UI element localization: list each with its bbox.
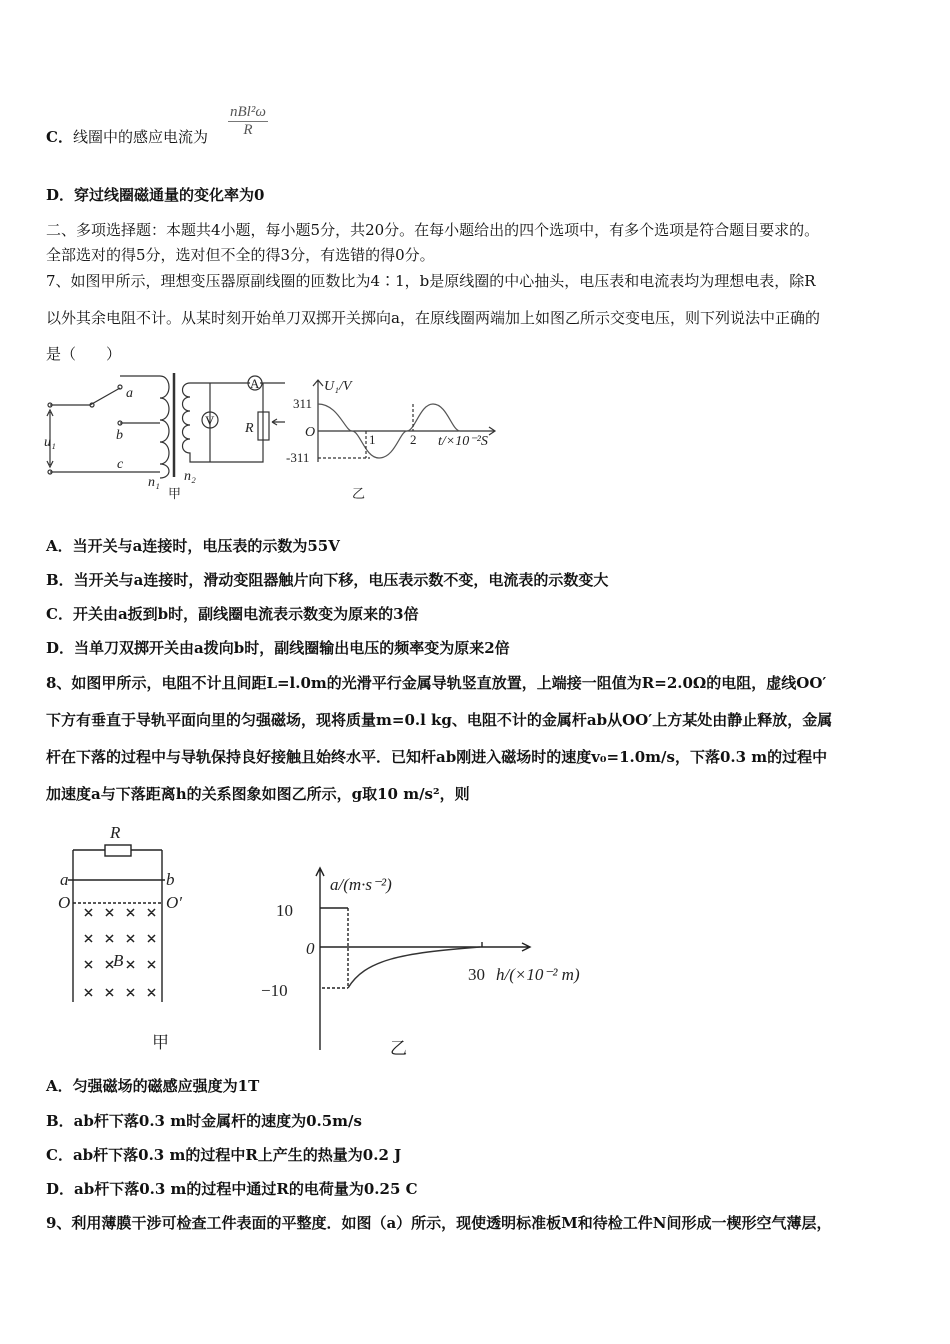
- q8-line1: 8、如图甲所示，电阻不计且间距L=l.0m的光滑平行金属导轨竖直放置，上端接一阻值为R=2.0Ω的电阻，虚线OO′: [46, 674, 827, 692]
- caption-jia: 甲: [168, 486, 182, 501]
- tick-neg10: −10: [261, 981, 288, 1000]
- caption-yi: 乙: [352, 486, 366, 501]
- voltmeter-label: V: [205, 413, 215, 428]
- label-r: R: [110, 823, 121, 842]
- label-a: a: [126, 386, 133, 401]
- q7-option-b: B．当开关与a连接时，滑动变阻器触片向下移，电压表示数不变，电流表的示数变大: [46, 571, 609, 589]
- q6-formula: nBl²ω R: [230, 104, 266, 138]
- label-u1: u₁: [44, 435, 56, 450]
- q6-option-d: D．穿过线圈磁通量的变化率为0: [46, 186, 265, 204]
- q8-line4: 加速度a与下落距离h的关系图象如图乙所示，g取10 m/s²，则: [46, 785, 470, 803]
- label-n1: n₁: [148, 475, 160, 490]
- q9-line1: 9、利用薄膜干涉可检查工件表面的平整度．如图（a）所示，现使透明标准板M和待检工件N间形成一楔形空气薄层，: [46, 1214, 832, 1232]
- y-max-label: 311: [293, 396, 313, 411]
- y-axis-label: U₁/V: [324, 379, 352, 394]
- q7-line1: 7、如图甲所示，理想变压器原副线圈的匝数比为4∶1，b是原线圈的中心抽头，电压表和电流表均为理想电表，除R: [46, 272, 816, 290]
- caption-jia: 甲: [152, 1033, 169, 1052]
- q7-option-a: A．当开关与a连接时，电压表的示数为55V: [46, 537, 340, 555]
- tick-2: 2: [410, 432, 417, 447]
- origin-label: 0: [306, 939, 315, 958]
- y-min-label: -311: [286, 450, 310, 465]
- x-axis-label: t/×10⁻²S: [438, 434, 488, 449]
- x-axis-label: h/(×10⁻² m): [496, 965, 580, 984]
- q8-option-b: B．ab杆下落0.3 m时金属杆的速度为0.5m/s: [46, 1112, 362, 1130]
- section2-line1: 二、多项选择题：本题共4小题，每小题5分，共20分。在每小题给出的四个选项中，有多个选项是符合题目要求的。: [46, 221, 820, 239]
- q8-option-d: D．ab杆下落0.3 m的过程中通过R的电荷量为0.25 C: [46, 1180, 418, 1198]
- label-a: a: [60, 870, 69, 889]
- q7-option-d: D．当单刀双掷开关由a拨向b时，副线圈输出电压的频率变为原来2倍: [46, 639, 510, 657]
- q7-line2: 以外其余电阻不计。从某时刻开始单刀双掷开关掷向a，在原线圈两端加上如图乙所示交变电压，则下列说法中正确的: [46, 309, 820, 327]
- label-b: b: [116, 428, 123, 443]
- q6-option-c: C．线圈中的感应电流为: [46, 128, 208, 146]
- q7-figure: [40, 370, 510, 510]
- label-c: c: [117, 457, 124, 472]
- tick-30: 30: [468, 965, 485, 984]
- q7-line3: 是（ ）: [46, 345, 122, 363]
- q8-option-a: A．匀强磁场的磁感应强度为1T: [46, 1077, 260, 1095]
- label-o-prime: O′: [166, 893, 182, 912]
- q7-option-c: C．开关由a扳到b时，副线圈电流表示数变为原来的3倍: [46, 605, 419, 623]
- q8-option-c: C．ab杆下落0.3 m的过程中R上产生的热量为0.2 J: [46, 1146, 402, 1164]
- label-o: O: [58, 893, 71, 912]
- caption-yi: 乙: [390, 1039, 407, 1058]
- tick-10: 10: [276, 901, 293, 920]
- tick-1: 1: [369, 432, 376, 447]
- q8-figure: [40, 810, 600, 1060]
- label-n2: n₂: [184, 469, 196, 484]
- label-r: R: [245, 421, 254, 436]
- label-b: b: [166, 870, 175, 889]
- section2-line2: 全部选对的得5分，选对但不全的得3分，有选错的得0分。: [46, 246, 435, 264]
- label-b-field: B: [113, 951, 124, 970]
- q8-line3: 杆在下落的过程中与导轨保持良好接触且始终水平．已知杆ab刚进入磁场时的速度v₀=1.0m/s，下落0.3 m的过程中: [46, 748, 828, 766]
- ammeter-label: A: [250, 376, 260, 391]
- q8-line2: 下方有垂直于导轨平面向里的匀强磁场，现将质量m=0.l kg、电阻不计的金属杆ab从OO′上方某处由静止释放，金属: [46, 711, 833, 729]
- y-axis-label: a/(m·s⁻²): [330, 875, 392, 894]
- origin-label: O: [305, 425, 316, 440]
